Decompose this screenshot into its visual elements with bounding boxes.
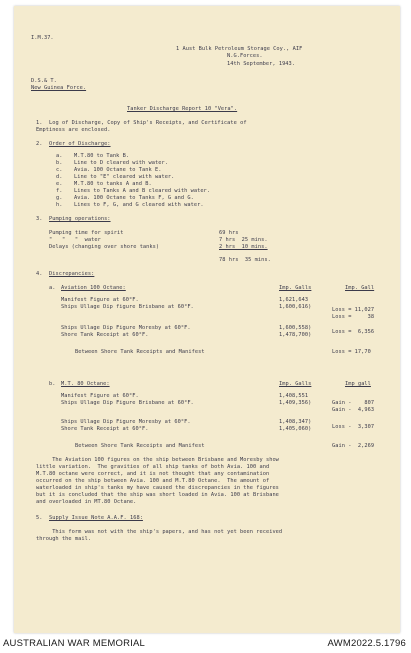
- list-item-letter: h.: [56, 202, 63, 208]
- discrepancy-value: 1,408,551: [279, 393, 309, 399]
- discrepancy-between: Between Shore Tank Receipts and Manifest: [75, 349, 205, 355]
- list-item: Line to D cleared with water.: [74, 160, 168, 166]
- discrepancy-value: 1,600,616): [279, 304, 312, 310]
- section-heading: Pumping operations:: [49, 216, 111, 222]
- section-number: 1.: [36, 120, 43, 126]
- section-heading: Supply Issue Note A.A.F. 168:: [49, 515, 143, 521]
- page-title: Tanker Discharge Report 10 "Vera".: [127, 106, 238, 112]
- discrepancy-value: 1,408,347): [279, 419, 312, 425]
- column-header: Imp. Galls: [279, 381, 312, 387]
- discrepancy-result: Loss = 11,027: [332, 307, 375, 313]
- paragraph-line: This form was not with the ship's papers, and has not yet been received: [36, 529, 283, 535]
- recipient-line-2: New Guinea Force.: [31, 85, 87, 91]
- discrepancy-value: 1,405,060): [279, 426, 312, 432]
- section-heading: Discrepancies:: [49, 271, 95, 277]
- document-page: [14, 6, 400, 633]
- footer-accession-number: AWM2022.5.1796: [327, 638, 406, 649]
- paragraph-line: little variation. The gravities of all ship tanks of both Avia. 100 and: [36, 464, 270, 470]
- column-header: Imp. Galls: [279, 285, 312, 291]
- discrepancy-label: Ships Ullage Dip figure Brisbane at 60°F.: [61, 304, 194, 310]
- list-item: Avia. 100 Octane to Tank E.: [74, 167, 162, 173]
- section-number: 4.: [36, 271, 43, 277]
- paragraph-line: and overloaded in MT.80 Octane.: [36, 499, 137, 505]
- pumping-value: 7 hrs 25 mins.: [219, 237, 268, 243]
- discrepancy-result: Loss = 6,356: [332, 329, 375, 335]
- list-item-letter: f.: [56, 188, 63, 194]
- section-1-text: Log of Discharge, Copy of Ship's Receipts, and Certificate of: [49, 120, 247, 126]
- section-number: 5.: [36, 515, 43, 521]
- discrepancy-between: Between Shore Tank Receipts and Manifest: [75, 443, 205, 449]
- list-item: Lines to Tanks A and B cleared with water.: [74, 188, 211, 194]
- subsection-title: M.T. 80 Octane:: [61, 381, 110, 387]
- column-header: Imp gall: [345, 381, 371, 387]
- section-number: 3.: [36, 216, 43, 222]
- subsection-letter: a.: [49, 285, 56, 291]
- discrepancy-label: Ships Ullage Dip Figure Moresby at 60°F.: [61, 325, 191, 331]
- organisation-name: 1 Aust Bulk Petroleum Storage Coy., AIF: [176, 46, 303, 52]
- discrepancy-result: Gain - 2,269: [332, 443, 375, 449]
- pumping-value: 2 hrs 10 mins.: [219, 244, 268, 250]
- paragraph-line: M.T.80 octane were correct, and it is not thought that any contamination: [36, 471, 270, 477]
- pumping-label: Pumping time for spirit: [49, 230, 124, 236]
- section-heading: Order of Discharge:: [49, 141, 111, 147]
- list-item: M.T.80 to Tank B.: [74, 153, 130, 159]
- list-item: M.T.80 to tanks A and B.: [74, 181, 152, 187]
- column-header: Imp. Gall: [345, 285, 375, 291]
- subsection-letter: b.: [49, 381, 56, 387]
- discrepancy-value: 1,621,643: [279, 297, 309, 303]
- discrepancy-value: 1,600,558): [279, 325, 312, 331]
- list-item-letter: b.: [56, 160, 63, 166]
- pumping-label: " " " water: [49, 237, 101, 243]
- pumping-total: 78 hrs 35 mins.: [219, 257, 271, 263]
- pumping-value: 69 hrs: [219, 230, 239, 236]
- reference-number: I.M.37.: [31, 35, 54, 41]
- document-date: 14th September, 1943.: [227, 61, 296, 67]
- paragraph-line: The Aviation 100 figures on the ship between Brisbane and Moresby show: [36, 457, 279, 463]
- discrepancy-result: Loss - 3,307: [332, 424, 375, 430]
- footer-credit: AUSTRALIAN WAR MEMORIAL: [3, 638, 146, 649]
- list-item-letter: a.: [56, 153, 63, 159]
- paragraph-line: but it is concluded that the ship was short loaded in Avia. 100 at Brisbane: [36, 492, 279, 498]
- list-item-letter: e.: [56, 181, 63, 187]
- paragraph-line: through the mail.: [36, 536, 92, 542]
- section-1-text: Emptiness are enclosed.: [36, 127, 111, 133]
- list-item: Line to "E" cleared with water.: [74, 174, 175, 180]
- list-item-letter: g.: [56, 195, 63, 201]
- section-number: 2.: [36, 141, 43, 147]
- discrepancy-label: Ships Ullage Dip Figure Brisbane at 60°F.: [61, 400, 194, 406]
- list-item-letter: d.: [56, 174, 63, 180]
- discrepancy-label: Manifest Figure at 60°F.: [61, 393, 139, 399]
- paragraph-line: waterloaded in ship's tanks my have caused the discrepancies in the figures: [36, 485, 279, 491]
- subsection-title: Aviation 100 Octane:: [61, 285, 126, 291]
- discrepancy-result: Loss = 17,70: [332, 349, 371, 355]
- list-item: Avia. 100 Octane to Tanks F, G and G.: [74, 195, 194, 201]
- discrepancy-value: 1,409,356): [279, 400, 312, 406]
- recipient-line-1: D.S.& T.: [31, 78, 57, 84]
- discrepancy-result: Gain - 4,963: [332, 407, 375, 413]
- discrepancy-label: Shore Tank Receipt at 60°F.: [61, 332, 149, 338]
- discrepancy-result: Loss = 38: [332, 314, 375, 320]
- pumping-label: Delays (changing over shore tanks): [49, 244, 160, 250]
- force-name: N.G.Forces.: [227, 53, 263, 59]
- list-item-letter: c.: [56, 167, 63, 173]
- list-item: Lines to F, G, and G cleared with water.: [74, 202, 204, 208]
- paragraph-line: occurred on the ship between Avia. 100 and M.T.80 Octane. The amount of: [36, 478, 270, 484]
- discrepancy-result: Gain - 807: [332, 400, 375, 406]
- discrepancy-label: Ships Ullage Dip Figure Moresby at 60°F.: [61, 419, 191, 425]
- discrepancy-value: 1,478,700): [279, 332, 312, 338]
- discrepancy-label: Manifest Figure at 60°F.: [61, 297, 139, 303]
- discrepancy-label: Shore Tank Receipt at 60°F.: [61, 426, 149, 432]
